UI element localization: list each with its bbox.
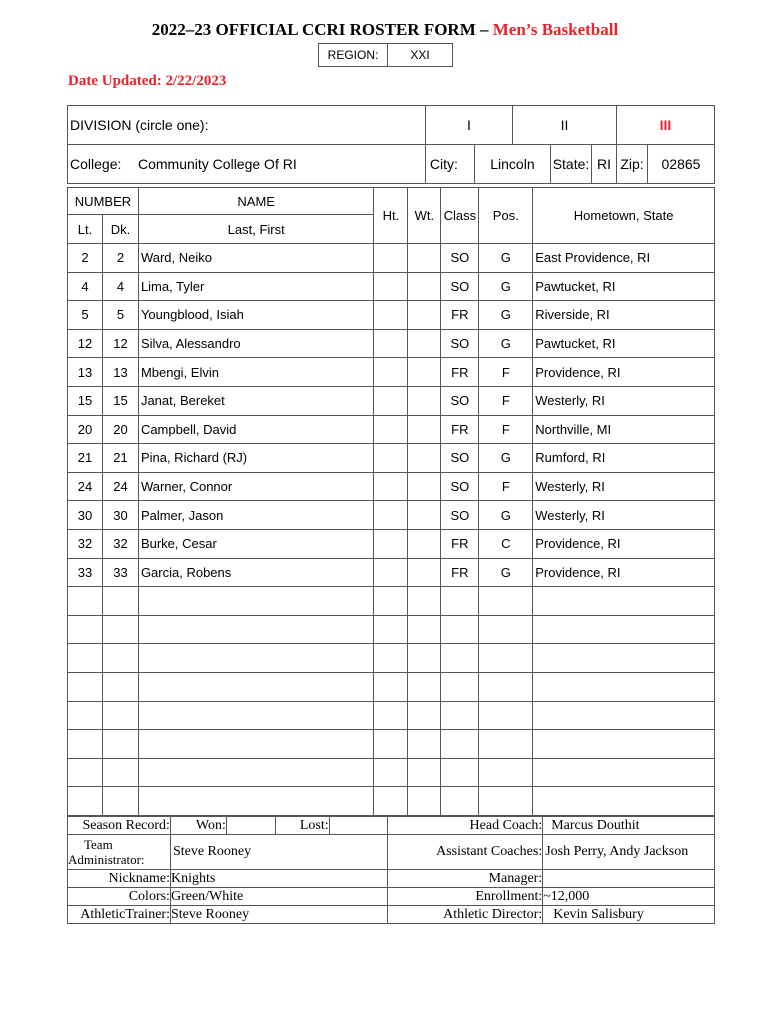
head-coach-label: Head Coach: [387,817,543,835]
player-dk [102,615,138,644]
form-title-sport: Men’s Basketball [492,20,619,39]
player-weight [408,672,441,701]
ad-label: Athletic Director: [387,906,543,924]
player-lt: 5 [68,301,103,330]
player-class: SO [441,329,479,358]
table-row [68,558,715,587]
player-lt [68,615,103,644]
table-row [68,644,715,673]
player-position: C [479,529,533,558]
player-dk: 20 [102,415,138,444]
player-height [374,358,408,387]
player-height [374,587,408,616]
player-class [441,587,479,616]
player-height [374,787,408,816]
position-header: Pos. [479,188,533,244]
zip-value: 02865 [647,145,714,184]
player-name: Youngblood, Isiah [138,301,374,330]
nickname-label: Nickname: [68,870,171,888]
player-name [138,644,374,673]
player-weight [408,415,441,444]
player-lt: 24 [68,472,103,501]
player-weight [408,444,441,473]
table-row [68,758,715,787]
player-weight [408,301,441,330]
trainer-label: AthleticTrainer: [68,906,171,924]
player-hometown: Riverside, RI [533,301,715,330]
head-coach-value: Marcus Douthit [543,817,715,835]
player-position [479,701,533,730]
player-name: Silva, Alessandro [138,329,374,358]
player-height [374,644,408,673]
player-name [138,730,374,759]
player-height [374,244,408,273]
division-option-3: III [616,106,714,145]
player-position: F [479,386,533,415]
region-value: XXI [388,44,453,67]
number-header: NUMBER [68,188,139,215]
player-lt: 15 [68,386,103,415]
player-class: FR [441,358,479,387]
player-lt [68,701,103,730]
height-header: Ht. [374,188,408,244]
table-row [68,529,715,558]
player-lt: 20 [68,415,103,444]
player-dk: 24 [102,472,138,501]
manager-value [543,870,715,888]
table-row [68,358,715,387]
player-class: SO [441,244,479,273]
table-row [68,301,715,330]
table-row [68,615,715,644]
player-dk: 12 [102,329,138,358]
team-admin-label [68,835,171,870]
team-admin-label-line-2: Administrator: [68,852,145,867]
zip-label: Zip: [616,145,647,184]
state-label: State: [550,145,591,184]
trainer-value: Steve Rooney [170,906,387,924]
player-hometown: Providence, RI [533,529,715,558]
player-dk [102,587,138,616]
player-class [441,758,479,787]
player-name [138,701,374,730]
player-class [441,644,479,673]
player-height [374,672,408,701]
player-height [374,501,408,530]
player-lt: 32 [68,529,103,558]
player-class: SO [441,444,479,473]
player-name [138,787,374,816]
ad-value: Kevin Salisbury [543,906,715,924]
player-weight [408,244,441,273]
player-name [138,758,374,787]
college-value: Community College Of RI [126,145,425,184]
player-dk: 5 [102,301,138,330]
player-dk: 32 [102,529,138,558]
table-row [68,587,715,616]
date-updated: Date Updated: 2/22/2023 [68,73,227,89]
player-position: G [479,501,533,530]
player-class [441,787,479,816]
player-hometown [533,787,715,816]
player-height [374,615,408,644]
player-lt [68,672,103,701]
form-title [0,20,770,40]
player-hometown [533,587,715,616]
player-class: FR [441,558,479,587]
player-weight [408,501,441,530]
player-class [441,672,479,701]
nickname-value: Knights [170,870,387,888]
player-hometown [533,730,715,759]
city-value: Lincoln [474,145,550,184]
player-class: FR [441,529,479,558]
table-row [68,472,715,501]
team-admin-label-line-1: Team [84,837,113,852]
dk-header: Dk. [102,215,138,244]
player-weight [408,644,441,673]
player-position: G [479,444,533,473]
form-title-main: 2022–23 OFFICIAL CCRI ROSTER FORM – [151,20,489,39]
table-row [68,672,715,701]
hometown-header: Hometown, State [533,188,715,244]
team-admin-value: Steve Rooney [170,835,387,870]
player-dk: 30 [102,501,138,530]
asst-coaches-label: Assistant Coaches: [387,835,543,870]
player-height [374,472,408,501]
player-position [479,587,533,616]
table-row [68,244,715,273]
player-height [374,558,408,587]
enrollment-value: ~12,000 [543,888,715,906]
player-lt [68,758,103,787]
player-name: Ward, Neiko [138,244,374,273]
player-height [374,272,408,301]
player-hometown [533,644,715,673]
player-class: FR [441,301,479,330]
player-class: FR [441,415,479,444]
player-position: G [479,558,533,587]
player-name: Warner, Connor [138,472,374,501]
player-name [138,672,374,701]
player-hometown: Providence, RI [533,558,715,587]
player-hometown [533,701,715,730]
player-height [374,301,408,330]
lost-value [329,817,387,835]
player-lt: 12 [68,329,103,358]
player-position [479,758,533,787]
player-name: Lima, Tyler [138,272,374,301]
player-weight [408,558,441,587]
enrollment-label: Enrollment: [387,888,543,906]
player-height [374,758,408,787]
player-hometown [533,758,715,787]
player-hometown: Pawtucket, RI [533,272,715,301]
player-hometown: Rumford, RI [533,444,715,473]
player-hometown: Northville, MI [533,415,715,444]
player-lt: 4 [68,272,103,301]
player-hometown [533,672,715,701]
region-box [318,43,453,67]
season-record-label: Season Record: [68,817,171,835]
player-weight [408,730,441,759]
colors-label: Colors: [68,888,171,906]
player-position: G [479,329,533,358]
player-name: Palmer, Jason [138,501,374,530]
player-name [138,587,374,616]
player-class [441,615,479,644]
table-row [68,787,715,816]
player-height [374,415,408,444]
player-dk: 21 [102,444,138,473]
player-lt: 21 [68,444,103,473]
region-label: REGION: [319,44,388,67]
player-dk [102,730,138,759]
player-lt [68,787,103,816]
player-weight [408,472,441,501]
player-position [479,787,533,816]
division-label: DIVISION (circle one): [68,106,426,145]
player-dk [102,644,138,673]
player-dk: 13 [102,358,138,387]
name-header: NAME [138,188,374,215]
player-hometown: Westerly, RI [533,501,715,530]
player-weight [408,329,441,358]
player-weight [408,587,441,616]
player-name [138,615,374,644]
player-name: Burke, Cesar [138,529,374,558]
player-hometown: Westerly, RI [533,472,715,501]
player-position [479,730,533,759]
player-position: F [479,472,533,501]
player-dk [102,701,138,730]
weight-header: Wt. [408,188,441,244]
lost-label: Lost: [275,817,329,835]
player-dk: 4 [102,272,138,301]
class-header: Class [441,188,479,244]
player-position [479,672,533,701]
player-dk: 2 [102,244,138,273]
player-lt [68,644,103,673]
player-position [479,615,533,644]
table-row [68,386,715,415]
player-height [374,529,408,558]
table-row [68,444,715,473]
manager-label: Manager: [387,870,543,888]
player-class: SO [441,472,479,501]
player-weight [408,615,441,644]
player-height [374,730,408,759]
table-row [68,730,715,759]
player-height [374,386,408,415]
player-weight [408,758,441,787]
player-height [374,329,408,358]
player-name: Mbengi, Elvin [138,358,374,387]
roster-table [67,187,715,816]
player-name: Campbell, David [138,415,374,444]
player-weight [408,386,441,415]
player-hometown: Pawtucket, RI [533,329,715,358]
won-value [226,817,275,835]
player-class: SO [441,272,479,301]
player-position: F [479,358,533,387]
player-dk [102,758,138,787]
player-dk: 33 [102,558,138,587]
player-position [479,644,533,673]
player-hometown [533,615,715,644]
table-row [68,701,715,730]
player-position: G [479,244,533,273]
player-name: Janat, Bereket [138,386,374,415]
lt-header: Lt. [68,215,103,244]
division-option-1: I [425,106,512,145]
player-height [374,444,408,473]
asst-coaches-value: Josh Perry, Andy Jackson [543,835,715,870]
player-lt: 13 [68,358,103,387]
player-dk [102,672,138,701]
player-position: F [479,415,533,444]
player-dk [102,787,138,816]
player-height [374,701,408,730]
player-class [441,701,479,730]
player-weight [408,529,441,558]
player-class: SO [441,386,479,415]
player-weight [408,787,441,816]
player-hometown: East Providence, RI [533,244,715,273]
division-option-2: II [512,106,616,145]
division-school-table [67,105,715,184]
won-label: Won: [170,817,226,835]
team-info-table [67,816,715,924]
player-weight [408,358,441,387]
colors-value: Green/White [170,888,387,906]
player-hometown: Providence, RI [533,358,715,387]
table-row [68,501,715,530]
last-first-header: Last, First [138,215,374,244]
player-lt: 30 [68,501,103,530]
player-name: Pina, Richard (RJ) [138,444,374,473]
player-lt: 2 [68,244,103,273]
college-label: College: [68,145,127,184]
player-position: G [479,272,533,301]
city-label: City: [425,145,474,184]
player-class: SO [441,501,479,530]
table-row [68,272,715,301]
player-hometown: Westerly, RI [533,386,715,415]
state-value: RI [591,145,616,184]
table-row [68,329,715,358]
player-weight [408,272,441,301]
player-weight [408,701,441,730]
player-name: Garcia, Robens [138,558,374,587]
player-lt: 33 [68,558,103,587]
player-position: G [479,301,533,330]
player-lt [68,730,103,759]
player-class [441,730,479,759]
table-row [68,415,715,444]
player-dk: 15 [102,386,138,415]
player-lt [68,587,103,616]
